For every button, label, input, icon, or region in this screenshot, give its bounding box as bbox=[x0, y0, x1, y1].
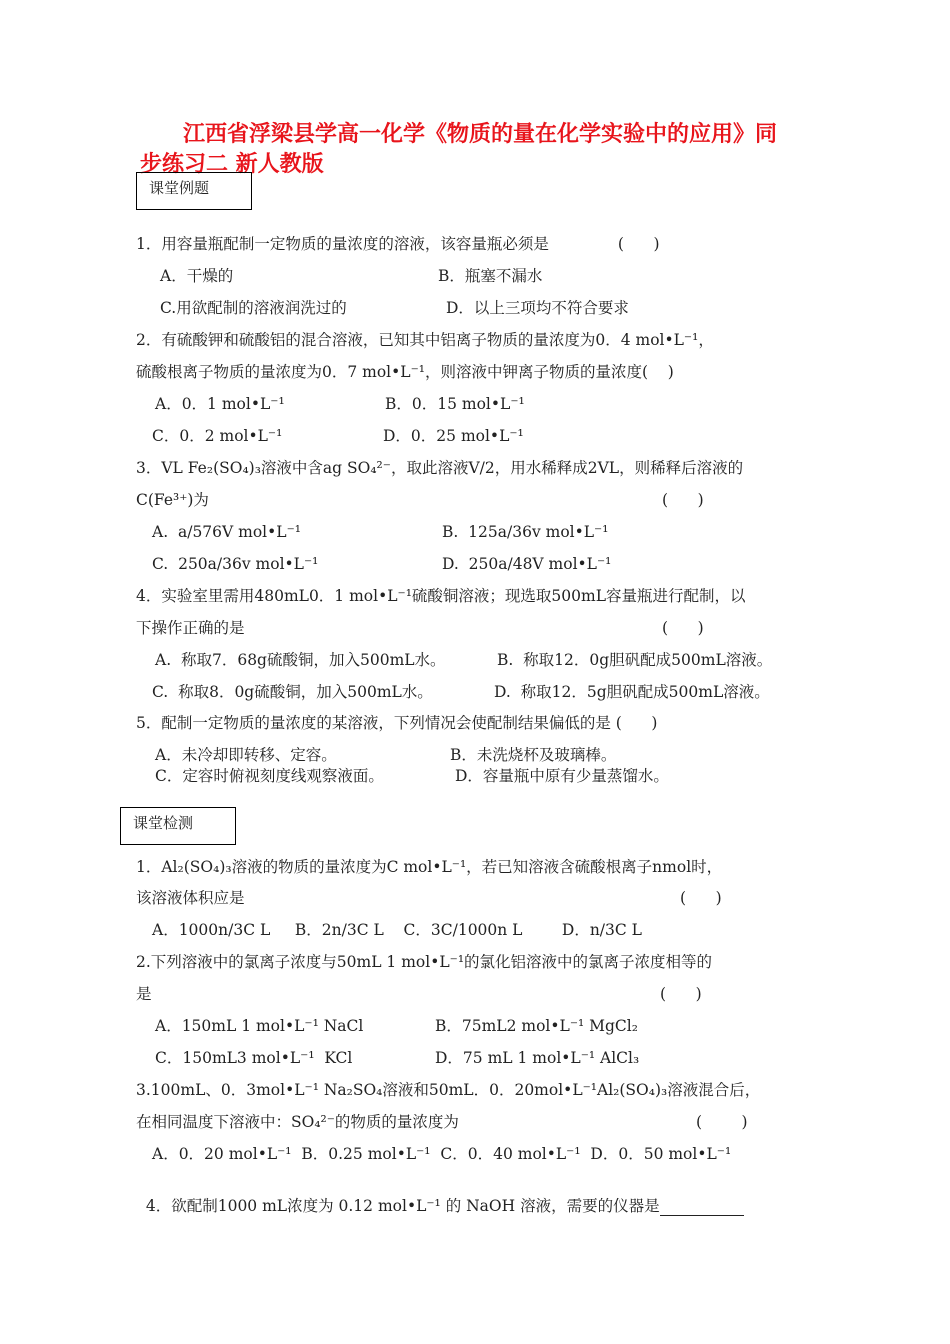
s1-q1-a: A．干燥的 bbox=[160, 267, 234, 285]
s1-q3-line1: 3．VL Fe₂(SO₄)₃溶液中含ag SO₄²⁻，取此溶液V/2，用水稀释成2VL，则稀释后溶液的 bbox=[136, 459, 744, 477]
s1-q2-line2: 硫酸根离子物质的量浓度为0．7 mol•L⁻¹，则溶液中钾离子物质的量浓度( ) bbox=[136, 363, 674, 381]
s2-q4-line bbox=[136, 1176, 744, 1216]
document-title bbox=[135, 120, 825, 180]
section-label-text: 课堂检测 bbox=[133, 814, 194, 832]
s1-q2-d: D．0．25 mol•L⁻¹ bbox=[383, 427, 524, 445]
s1-q4-a: A. 称取7．68g硫酸铜，加入500mL水。 bbox=[155, 651, 446, 669]
s1-q3-answer-paren: ( ) bbox=[662, 491, 704, 509]
s1-q2-b: B．0．15 mol•L⁻¹ bbox=[385, 395, 525, 413]
s1-q4-answer-paren: ( ) bbox=[662, 619, 704, 637]
s1-q4-b: B. 称取12．0g胆矾配成500mL溶液。 bbox=[497, 651, 773, 669]
s2-q3-answer-paren: ( ) bbox=[696, 1113, 748, 1131]
s1-q4-line1: 4．实验室里需用480mL0．1 mol•L⁻¹硫酸铜溶液；现选取500mL容量瓶进行配制，以 bbox=[136, 587, 746, 605]
s2-q2-line2: 是 bbox=[136, 985, 152, 1003]
s1-q4-line2: 下操作正确的是 bbox=[136, 619, 245, 637]
s1-q5-d: D．容量瓶中原有少量蒸馏水。 bbox=[455, 767, 669, 785]
s2-q2-d: D．75 mL 1 mol•L⁻¹ AlCl₃ bbox=[435, 1049, 640, 1067]
s1-q3-d: D. 250a/48V mol•L⁻¹ bbox=[442, 555, 612, 573]
s1-q5-a: A．未冷却即转移、定容。 bbox=[155, 746, 337, 764]
s2-q3-line2: 在相同温度下溶液中：SO₄²⁻的物质的量浓度为 bbox=[136, 1113, 459, 1131]
s2-q2-line1: 2.下列溶液中的氯离子浓度与50mL 1 mol•L⁻¹的氯化铝溶液中的氯离子浓度相等的 bbox=[136, 953, 713, 971]
s2-q2-c: C．150mL3 mol•L⁻¹ KCl bbox=[155, 1049, 353, 1067]
s1-q3-a: A. a/576V mol•L⁻¹ bbox=[152, 523, 301, 541]
s2-q2-a: A．150mL 1 mol•L⁻¹ NaCl bbox=[155, 1017, 364, 1035]
section-label-check bbox=[120, 807, 236, 845]
s1-q4-d: D. 称取12．5g胆矾配成500mL溶液。 bbox=[494, 683, 770, 701]
answer-blank[interactable] bbox=[660, 1199, 744, 1216]
s1-q2-a: A．0．1 mol•L⁻¹ bbox=[155, 395, 285, 413]
s1-q5-c: C．定容时俯视刻度线观察液面。 bbox=[155, 767, 384, 785]
s1-q3-c: C. 250a/36v mol•L⁻¹ bbox=[152, 555, 319, 573]
s2-q1-answer-paren: ( ) bbox=[680, 889, 722, 907]
s1-q1: 1．用容量瓶配制一定物质的量浓度的溶液，该容量瓶必须是 ( ) bbox=[136, 235, 660, 253]
s1-q3-b: B. 125a/36v mol•L⁻¹ bbox=[442, 523, 609, 541]
s1-q2-c: C．0．2 mol•L⁻¹ bbox=[152, 427, 283, 445]
s2-q2-b: B．75mL2 mol•L⁻¹ MgCl₂ bbox=[435, 1017, 638, 1035]
title-line-1: 江西省浮梁县学高一化学《物质的量在化学实验中的应用》同 bbox=[182, 122, 777, 147]
s2-q1-line1: 1．Al₂(SO₄)₃溶液的物质的量浓度为C mol•L⁻¹，若已知溶液含硫酸根离子nmol时， bbox=[136, 858, 723, 876]
title-line-2: 步练习二 新人教版 bbox=[140, 152, 324, 177]
s2-q3-line1: 3.100mL、0．3mol•L⁻¹ Na₂SO₄溶液和50mL．0．20mol•L⁻¹Al₂(SO₄)₃溶液混合后， bbox=[136, 1081, 761, 1099]
section-label-text: 课堂例题 bbox=[149, 179, 210, 197]
s2-q4-text: 4．欲配制1000 mL浓度为 0.12 mol•L⁻¹ 的 NaOH 溶液，需要的仪器是 bbox=[145, 1197, 660, 1215]
s1-q4-c: C. 称取8．0g硫酸铜，加入500mL水。 bbox=[152, 683, 433, 701]
s1-q5: 5．配制一定物质的量浓度的某溶液，下列情况会使配制结果偏低的是 ( ) bbox=[136, 714, 658, 732]
section-label-examples bbox=[136, 172, 252, 210]
s1-q3-line2: C(Fe³⁺)为 bbox=[136, 491, 209, 509]
s1-q1-b: B．瓶塞不漏水 bbox=[438, 267, 543, 285]
s1-q1-d: D．以上三项均不符合要求 bbox=[446, 299, 629, 317]
s2-q2-answer-paren: ( ) bbox=[660, 985, 702, 1003]
s1-q5-b: B．未洗烧杯及玻璃棒。 bbox=[450, 746, 617, 764]
s1-q1-c: C.用欲配制的溶液润洗过的 bbox=[160, 299, 347, 317]
s1-q2-line1: 2．有硫酸钾和硫酸铝的混合溶液，已知其中铝离子物质的量浓度为0．4 mol•L⁻¹， bbox=[136, 331, 714, 349]
s2-q1-line2: 该溶液体积应是 bbox=[136, 889, 245, 907]
s2-q1-options: A．1000n/3C L B．2n/3C L C．3C/1000n L D．n/3C L bbox=[152, 921, 642, 939]
s2-q3-options: A．0．20 mol•L⁻¹ B．0.25 mol•L⁻¹ C．0．40 mol•L⁻¹ D．0．50 mol•L⁻¹ bbox=[152, 1145, 732, 1163]
